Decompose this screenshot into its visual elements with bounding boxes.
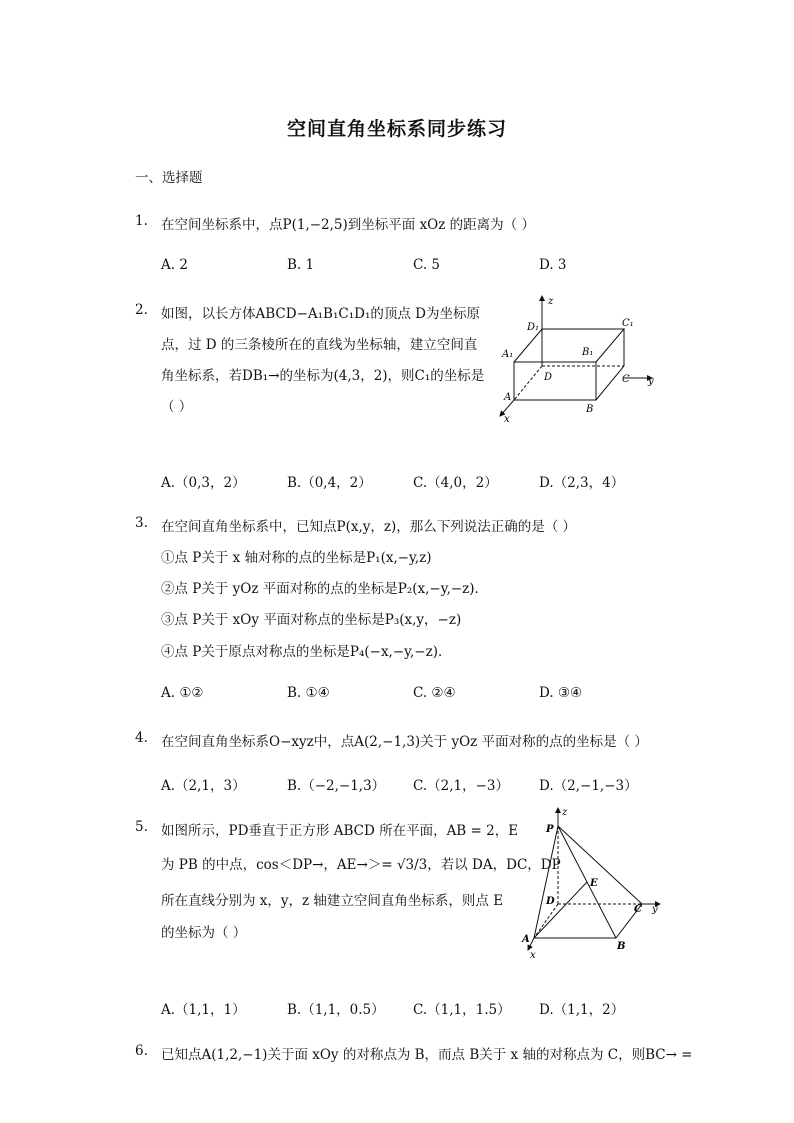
option-d: D.（2,−1,−3）	[539, 778, 638, 794]
statement-2: ②点 P关于 yOz 平面对称的点的坐标是P₂(x,−y,−z)．	[161, 581, 489, 597]
option-a: A.（0,3，2）	[161, 475, 246, 491]
option-b: B. ①④	[287, 685, 330, 701]
label-z: z	[562, 807, 568, 818]
label-d1: D₁	[527, 322, 540, 333]
label-d: D	[544, 372, 553, 383]
question-2-line-2: 点，过 D 的三条棱所在的直线为坐标轴，建立空间直	[161, 337, 478, 353]
label-z: z	[548, 296, 554, 307]
option-c: C.（2,1，−3）	[413, 778, 510, 794]
option-a: A. 2	[161, 257, 188, 273]
option-c: C.（4,0，2）	[413, 475, 498, 491]
label-e: E	[590, 878, 598, 889]
option-c: C. ②④	[413, 685, 456, 701]
label-b: B	[617, 941, 626, 952]
question-3-text: 在空间直角坐标系中，已知点P(x,y，z)，那么下列说法正确的是（ ）	[161, 519, 577, 535]
label-y: y	[652, 904, 658, 915]
label-b1: B₁	[582, 347, 594, 358]
question-number: 4.	[135, 730, 148, 746]
option-b: B. 1	[287, 257, 315, 273]
page-title: 空间直角坐标系同步练习	[286, 118, 507, 140]
question-5-line-2: 为 PB 的中点，cos＜DP→，AE→＞= √3/3，若以 DA，DC，DP	[161, 857, 561, 873]
question-number: 5.	[135, 819, 148, 835]
label-c1: C₁	[622, 318, 634, 329]
question-5-line-1: 如图所示，PD垂直于正方形 ABCD 所在平面，AB = 2，E	[161, 823, 519, 839]
question-1-text: 在空间坐标系中，点P(1,−2,5)到坐标平面 xOz 的距离为（ ）	[161, 217, 535, 233]
option-a: A. ①②	[161, 685, 204, 701]
statement-4: ④点 P关于原点对称点的坐标是P₄(−x,−y,−z)．	[161, 644, 452, 660]
label-x: x	[504, 414, 510, 425]
option-d: D.（2,3，4）	[539, 475, 625, 491]
question-5-line-3: 所在直线分别为 x，y，z 轴建立空间直角坐标系，则点 E	[161, 893, 504, 909]
label-a: A	[522, 934, 530, 945]
option-d: D.（1,1，2）	[539, 1002, 625, 1018]
question-2-line-3: 角坐标系，若DB₁→的坐标为(4,3，2)，则C₁的坐标是	[161, 368, 485, 384]
label-y: y	[648, 376, 654, 387]
option-c: C. 5	[413, 257, 441, 273]
label-b: B	[586, 404, 594, 415]
question-6-text: 已知点A(1,2,−1)关于面 xOy 的对称点为 B，而点 B关于 x 轴的对称点为 C，则BC→ =	[161, 1047, 693, 1063]
label-c: C	[634, 904, 642, 915]
label-p: P	[546, 824, 554, 835]
label-c: C	[622, 374, 630, 385]
label-a: A	[504, 392, 512, 403]
question-number: 1.	[135, 213, 148, 229]
label-x: x	[530, 950, 536, 961]
option-a: A.（1,1，1）	[161, 1002, 246, 1018]
question-2-line-4: （ ）	[161, 399, 193, 415]
question-number: 2.	[135, 302, 148, 318]
question-2-line-1: 如图，以长方体ABCD−A₁B₁C₁D₁的顶点 D为坐标原	[161, 306, 480, 322]
statement-1: ①点 P关于 x 轴对称的点的坐标是P₁(x,−y,z)	[161, 550, 432, 566]
option-d: D. ③④	[539, 685, 583, 701]
pyramid-figure	[516, 804, 668, 964]
option-b: B.（1,1，0.5）	[287, 1002, 385, 1018]
cuboid-figure	[494, 292, 670, 428]
question-4-text: 在空间直角坐标系O−xyz中，点A(2,−1,3)关于 yOz 平面对称的点的坐标是（ ）	[161, 734, 648, 750]
section-heading: 一、选择题	[135, 170, 203, 186]
label-a1: A₁	[502, 349, 514, 360]
option-b: B.（0,4，2）	[287, 475, 372, 491]
option-a: A.（2,1，3）	[161, 778, 246, 794]
option-c: C.（1,1，1.5）	[413, 1002, 511, 1018]
question-number: 6.	[135, 1043, 148, 1059]
question-5-line-4: 的坐标为（ ）	[161, 925, 247, 941]
statement-3: ③点 P关于 xOy 平面对称点的坐标是P₃(x,y，−z)	[161, 612, 462, 628]
option-d: D. 3	[539, 257, 567, 273]
question-number: 3.	[135, 515, 148, 531]
label-d: D	[546, 896, 555, 907]
option-b: B.（−2,−1,3）	[287, 778, 386, 794]
